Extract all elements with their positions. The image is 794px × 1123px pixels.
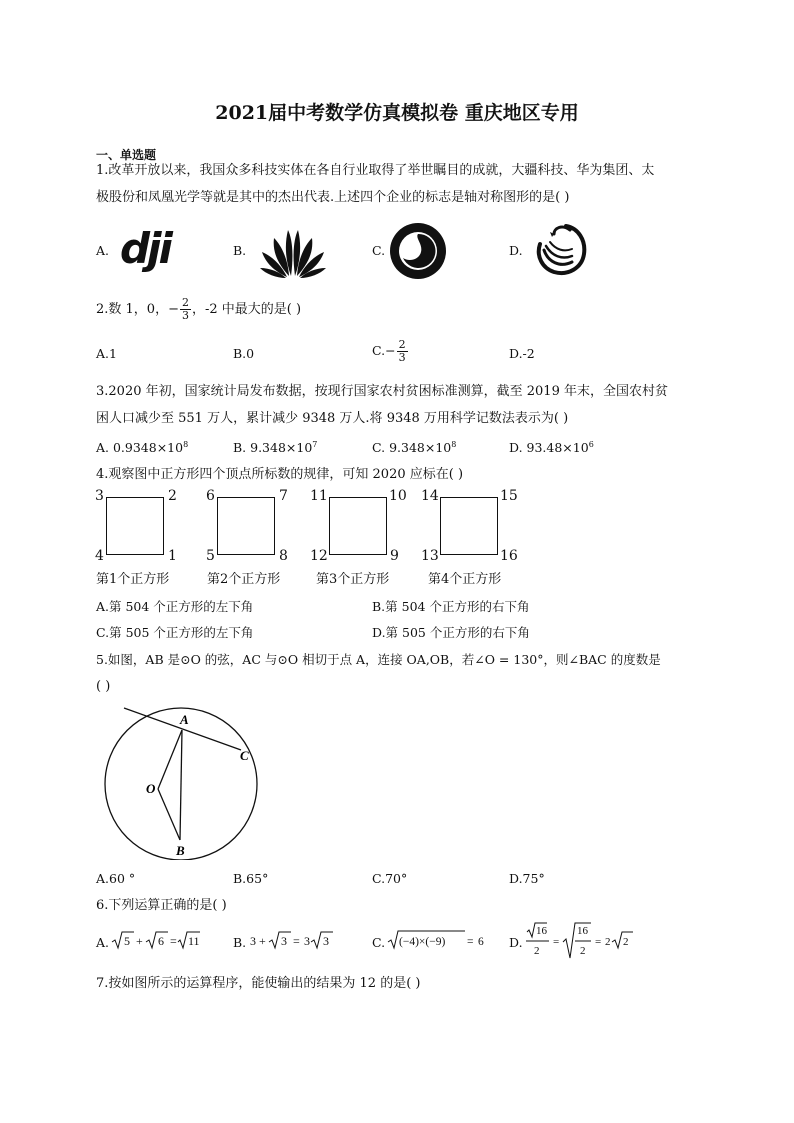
square-2-caption: 第2个正方形 [207, 572, 281, 587]
q2-option-c-minus: − [385, 343, 396, 358]
svg-text:2: 2 [623, 936, 629, 948]
square-3-bottom-left: 12 [310, 548, 328, 564]
q3-option-c-base: C. 9.348×10 [372, 440, 452, 456]
q2-frac-den: 3 [181, 309, 189, 322]
q6-option-b-expr [248, 928, 338, 952]
q2-option-c-label: C. [372, 343, 386, 358]
q2-option-c-fraction [397, 339, 408, 364]
circle-tangent-figure [96, 700, 266, 860]
q2-option-c [372, 339, 409, 364]
q6-option-a [96, 935, 109, 950]
q5-option-b: B.65° [233, 871, 269, 886]
q6-option-a-label: A. [96, 935, 110, 950]
q3-option-d-base: D. 93.48×10 [509, 440, 589, 456]
square-1 [106, 497, 164, 555]
q2-stem [96, 297, 301, 322]
svg-text:6: 6 [478, 936, 484, 948]
q3-option-d [509, 440, 594, 455]
svg-text:=: = [293, 934, 300, 948]
square-4-bottom-left: 13 [421, 548, 439, 564]
square-3-caption: 第3个正方形 [316, 572, 390, 587]
q2-option-c-num: 2 [398, 338, 406, 351]
q6-option-d [509, 935, 523, 950]
q6-option-c-label: C. [372, 935, 386, 950]
segment-oa [158, 730, 182, 789]
svg-text:2: 2 [605, 936, 611, 948]
huawei-logo [258, 224, 328, 278]
svg-text:=: = [170, 934, 177, 948]
svg-text:+: + [136, 934, 143, 948]
q1-option-c-label: C. [372, 243, 386, 258]
q4-option-b: B.第 504 个正方形的右下角 [372, 599, 530, 614]
square-4-top-right: 15 [500, 488, 518, 504]
q5-stem-line2: ( ) [96, 679, 111, 694]
svg-text:16: 16 [577, 925, 588, 937]
q6-option-c-expr [387, 928, 487, 952]
svg-text:3: 3 [250, 934, 256, 948]
square-2-bottom-right: 8 [279, 548, 288, 564]
square-3 [329, 497, 387, 555]
svg-text:=: = [467, 936, 474, 948]
svg-text:5: 5 [124, 934, 130, 948]
q6-stem: 6.下列运算正确的是( ) [96, 898, 227, 913]
square-4 [440, 497, 498, 555]
dji-logo: dji [120, 224, 170, 273]
svg-text:+: + [259, 934, 266, 948]
svg-text:3: 3 [323, 934, 329, 948]
square-3-top-left: 11 [310, 488, 328, 504]
q2-stem-post: ，-2 中最大的是( ) [191, 302, 302, 317]
square-1-top-left: 3 [95, 488, 104, 504]
chord-ab [180, 730, 182, 840]
q2-minus: − [168, 302, 179, 317]
section-heading: 一、单选题 [96, 148, 157, 162]
q3-option-c [372, 440, 456, 455]
q5-option-c: C.70° [372, 871, 408, 886]
square-4-top-left: 14 [421, 488, 439, 504]
svg-text:3: 3 [281, 934, 287, 948]
point-o-label: O [146, 781, 156, 796]
q5-option-a: A.60 ° [96, 871, 136, 886]
q3-line1: 3.2020 年初，国家统计局发布数据，按现行国家农村贫困标准测算，截至 2019 年末，全国农村贫 [96, 384, 668, 399]
phoenix-logo [532, 220, 590, 280]
point-c-label: C [240, 748, 249, 763]
q7-stem: 7.按如图所示的运算程序，能使输出的结果为 12 的是( ) [96, 976, 421, 991]
segment-ob [158, 789, 180, 840]
svg-text:2: 2 [580, 945, 586, 957]
taiji-logo [389, 222, 447, 280]
q5-option-d: D.75° [509, 871, 545, 886]
svg-text:16: 16 [536, 925, 547, 937]
point-b-label: B [176, 843, 185, 858]
q2-option-a: A.1 [96, 346, 117, 361]
square-1-top-right: 2 [168, 488, 177, 504]
q3-option-b [233, 440, 317, 455]
square-2-bottom-left: 5 [206, 548, 215, 564]
q1-option-b-label: B. [233, 243, 247, 258]
q1-option-d-label: D. [509, 243, 523, 258]
square-3-bottom-right: 9 [390, 548, 399, 564]
svg-text:11: 11 [188, 934, 200, 948]
q3-option-a [96, 440, 188, 455]
svg-text:3: 3 [304, 934, 310, 948]
q1-line2: 极股份和凤凰光学等就是其中的杰出代表.上述四个企业的标志是轴对称图形的是( ) [96, 190, 570, 205]
q6-option-d-label: D. [509, 935, 523, 950]
square-4-bottom-right: 16 [500, 548, 518, 564]
q3-option-b-exp: 7 [312, 440, 318, 449]
q3-line2: 困人口减少至 551 万人，累计减少 9348 万人.将 9348 万用科学记数法表示为( ) [96, 411, 569, 426]
point-a-label: A [180, 712, 189, 727]
q3-option-c-exp: 8 [451, 440, 457, 449]
svg-text:=: = [553, 936, 560, 948]
q3-option-b-base: B. 9.348×10 [233, 440, 313, 456]
q1-option-a-label: A. [96, 243, 110, 258]
q2-stem-pre: 2.数 1，0， [96, 302, 169, 317]
q4-option-d: D.第 505 个正方形的右下角 [372, 625, 530, 640]
svg-text:2: 2 [534, 945, 540, 957]
q2-option-d: D.-2 [509, 346, 535, 361]
square-2-top-left: 6 [206, 488, 215, 504]
q6-option-a-expr [110, 928, 200, 952]
q1-line1: 1.改革开放以来，我国众多科技实体在各自行业取得了举世瞩目的成就，大疆科技、华为集团、太 [96, 163, 655, 178]
square-1-bottom-left: 4 [95, 548, 104, 564]
q6-option-d-expr [525, 922, 635, 962]
square-1-caption: 第1个正方形 [96, 572, 170, 587]
svg-text:6: 6 [158, 934, 164, 948]
square-3-top-right: 10 [389, 488, 407, 504]
q4-option-a: A.第 504 个正方形的左下角 [96, 599, 254, 614]
page-title: 2021届中考数学仿真模拟卷 重庆地区专用 [215, 102, 579, 124]
q5-stem-line1: 5.如图，AB 是⊙O 的弦，AC 与⊙O 相切于点 A，连接 OA,OB，若∠O = 130°，则∠BAC 的度数是 [96, 652, 661, 667]
q2-option-c-den: 3 [398, 351, 406, 364]
q2-frac-num: 2 [181, 296, 189, 309]
q3-option-d-exp: 6 [588, 440, 594, 449]
q6-option-b-label: B. [233, 935, 247, 950]
q4-stem: 4.观察图中正方形四个顶点所标数的规律，可知 2020 应标在( ) [96, 467, 464, 482]
q3-option-a-exp: 8 [183, 440, 189, 449]
q2-fraction [180, 297, 191, 322]
q2-option-b: B.0 [233, 346, 255, 361]
q6-option-c [372, 935, 385, 950]
svg-text:(−4)×(−9): (−4)×(−9) [399, 936, 446, 948]
q6-option-b [233, 935, 246, 950]
svg-text:=: = [595, 936, 602, 948]
square-4-caption: 第4个正方形 [428, 572, 502, 587]
square-2 [217, 497, 275, 555]
q3-option-a-base: A. 0.9348×10 [96, 440, 184, 456]
q4-option-c: C.第 505 个正方形的左下角 [96, 625, 254, 640]
square-2-top-right: 7 [279, 488, 288, 504]
square-1-bottom-right: 1 [168, 548, 177, 564]
